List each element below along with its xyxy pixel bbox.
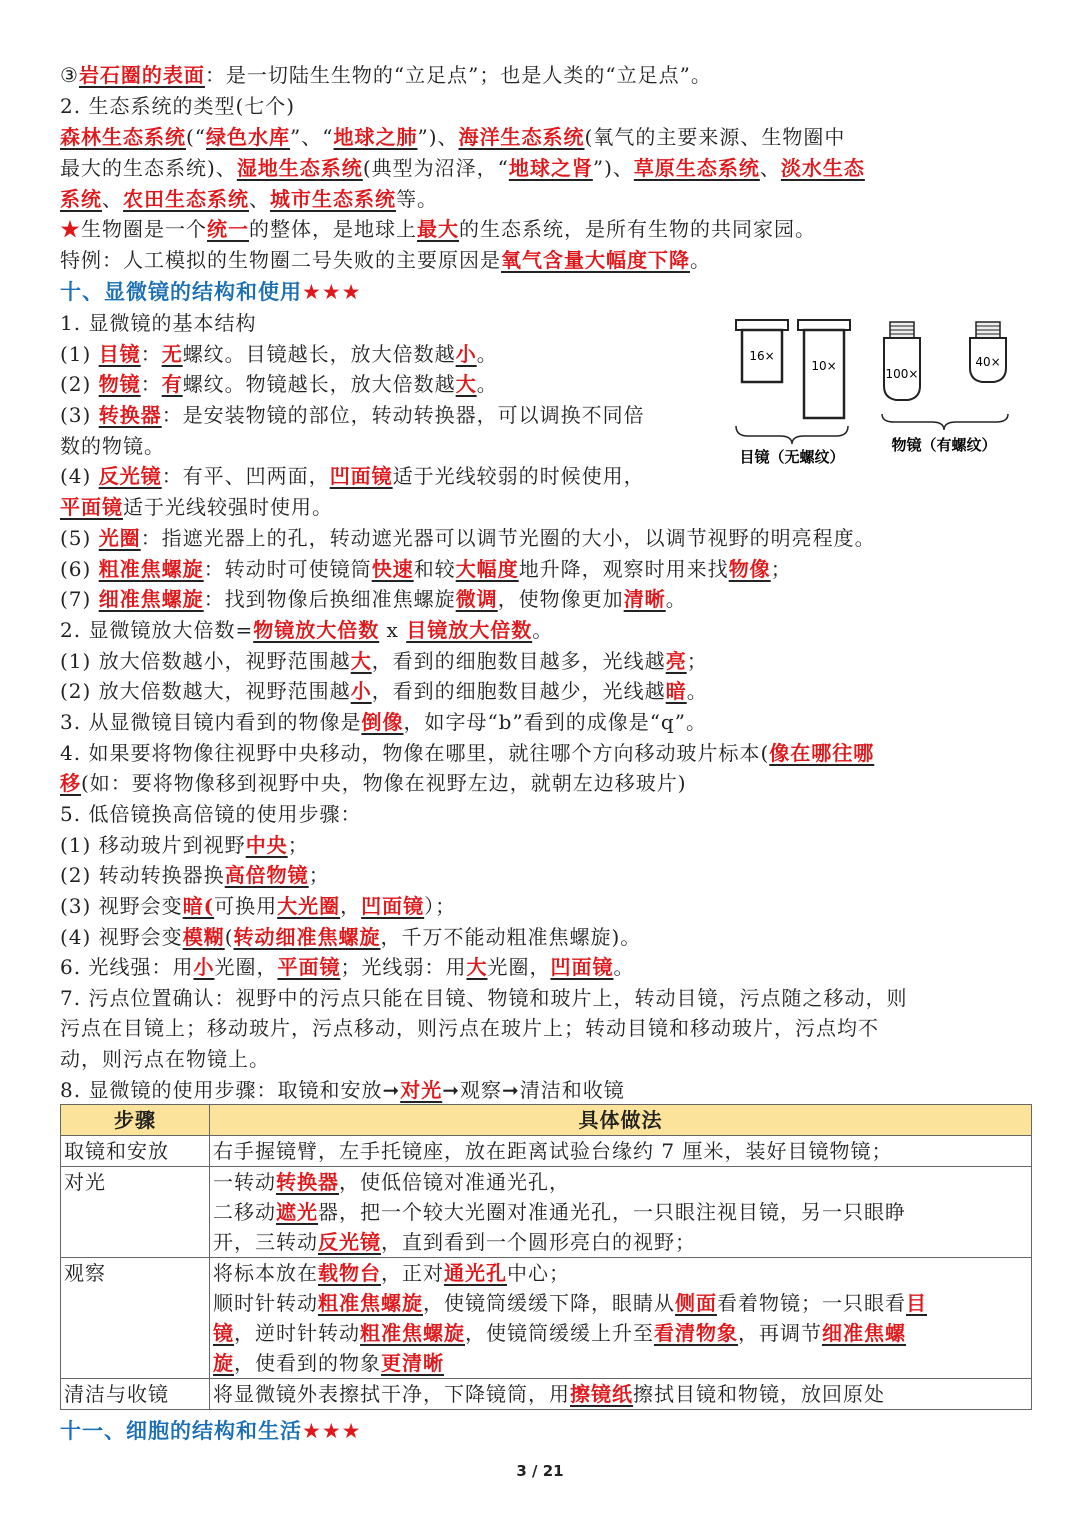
text-line: (1) 目镜：无螺纹。目镜越长，放大倍数越小。: [60, 342, 498, 366]
svg-text:40×: 40×: [975, 355, 1001, 369]
text-line: 移(如：要将物像移到视野中央，物像在视野左边，就朝左边移玻片): [60, 771, 687, 795]
text-line: 7. 污点位置确认：视野中的污点只能在目镜、物镜和玻片上，转动目镜，污点随之移动，则: [60, 986, 908, 1010]
table-row: 对光 一转动转换器，使低倍镜对准通光孔， 二移动遮光器，把一个较大光圈对准通光孔，一只眼注视目镜，另一只眼睁 开，三转动反光镜，直到看到一个圆形亮白的视野；: [61, 1167, 1032, 1258]
table-header-row: 步骤 具体做法: [61, 1105, 1032, 1136]
text-line: 6. 光线强：用小光圈，平面镜；光线弱：用大光圈，凹面镜。: [60, 955, 635, 979]
text-line: ③岩石圈的表面：是一切陆生生物的“立足点”；也是人类的“立足点”。: [60, 63, 712, 87]
text-line: 系统、农田生态系统、城市生态系统等。: [60, 187, 438, 211]
objective-40x-icon: [970, 322, 1006, 382]
text-line: 1. 显微镜的基本结构: [60, 311, 257, 335]
text-line: (1) 移动玻片到视野中央；: [60, 833, 309, 857]
text-line: 特例：人工模拟的生物圈二号失败的主要原因是氧气含量大幅度下降。: [60, 248, 711, 272]
text-line: (6) 粗准焦螺旋：转动时可使镜筒快速和较大幅度地升降，观察时用来找物像；: [60, 557, 792, 581]
text-line: 数的物镜。: [60, 434, 165, 458]
svg-text:16×: 16×: [749, 349, 775, 363]
table-row: 观察 将标本放在载物台，正对通光孔中心； 顺时针转动粗准焦螺旋，使镜筒缓缓下降，眼睛从侧面看着物镜；一只眼看目 镜，逆时针转动粗准焦螺旋，使镜筒缓缓上升至看清物象，再调节细准焦螺 旋，使看到的物象更清晰: [61, 1258, 1032, 1379]
eyepiece-brace: [736, 426, 848, 444]
svg-text:10×: 10×: [811, 359, 837, 373]
usage-steps-table: [60, 1104, 1032, 1410]
eyepiece-16x-icon: [736, 320, 788, 382]
text-line: 动，则污点在物镜上。: [60, 1047, 270, 1071]
lens-figure: [728, 316, 1028, 476]
text-line: 5. 低倍镜换高倍镜的使用步骤：: [60, 802, 362, 826]
text-line: 森林生态系统(“绿色水库”、“地球之肺”)、海洋生态系统(氧气的主要来源、生物圈中: [60, 125, 846, 149]
text-line: (3) 视野会变暗(可换用大光圈，凹面镜）；: [60, 894, 457, 918]
table-row: 清洁与收镜 将显微镜外表擦拭干净，下降镜筒，用擦镜纸擦拭目镜和物镜，放回原处: [61, 1379, 1032, 1410]
text-line: 污点在目镜上；移动玻片，污点移动，则污点在玻片上；转动目镜和移动玻片，污点均不: [60, 1016, 879, 1040]
svg-text:物镜（有螺纹）: 物镜（有螺纹）: [891, 436, 997, 454]
text-line: (2) 物镜：有螺纹。物镜越长，放大倍数越大。: [60, 372, 498, 396]
text-line: 3. 从显微镜目镜内看到的物像是倒像，如字母“b”看到的成像是“q”。: [60, 710, 707, 734]
text-line: 2. 生态系统的类型(七个): [60, 94, 296, 118]
text-line: 平面镜适于光线较强时使用。: [60, 495, 333, 519]
star-icon: ★: [60, 217, 81, 241]
text-line: (2) 转动转换器换高倍物镜；: [60, 863, 330, 887]
objective-100x-icon: [884, 322, 920, 400]
text-line: (4) 视野会变模糊(转动细准焦螺旋，千万不能动粗准焦螺旋)。: [60, 925, 642, 949]
text-line: ★生物圈是一个统一的整体，是地球上最大的生态系统，是所有生物的共同家园。: [60, 217, 816, 241]
eyepiece-10x-icon: [798, 320, 850, 418]
table-row: 取镜和安放 右手握镜臂，左手托镜座，放在距离试验台缘约 7 厘米，装好目镜物镜；: [61, 1136, 1032, 1167]
text-line: 4. 如果要将物像往视野中央移动，物像在哪里，就往哪个方向移动玻片标本(像在哪往哪: [60, 741, 875, 765]
text-line: (1) 放大倍数越小，视野范围越大，看到的细胞数目越多，光线越亮；: [60, 649, 708, 673]
section-heading-10: 十、显微镜的结构和使用★★★: [60, 280, 362, 304]
text-line: 2. 显微镜放大倍数=物镜放大倍数 x 目镜放大倍数。: [60, 618, 554, 642]
text-line: (2) 放大倍数越大，视野范围越小，看到的细胞数目越少，光线越暗。: [60, 679, 708, 703]
svg-text:目镜（无螺纹）: 目镜（无螺纹）: [739, 448, 845, 466]
svg-text:100×: 100×: [885, 367, 919, 381]
objective-brace: [882, 414, 1008, 430]
text-line: (7) 细准焦螺旋：找到物像后换细准焦螺旋微调，使物像更加清晰。: [60, 587, 687, 611]
text-line: 最大的生态系统)、湿地生态系统(典型为沼泽，“地球之肾”)、草原生态系统、淡水生态: [60, 156, 865, 180]
text-line: (3) 转换器：是安装物镜的部位，转动转换器，可以调换不同倍: [60, 403, 645, 427]
text-line: (5) 光圈：指遮光器上的孔，转动遮光器可以调节光圈的大小，以调节视野的明亮程度。: [60, 526, 876, 550]
section-heading-11: 十一、细胞的结构和生活★★★: [60, 1419, 362, 1443]
text-line: (4) 反光镜：有平、凹两面，凹面镜适于光线较弱的时候使用，: [60, 464, 645, 488]
page-number: 3 / 21: [516, 1462, 564, 1480]
text-line: 8. 显微镜的使用步骤：取镜和安放➞对光➞观察➞清洁和收镜: [60, 1078, 625, 1102]
